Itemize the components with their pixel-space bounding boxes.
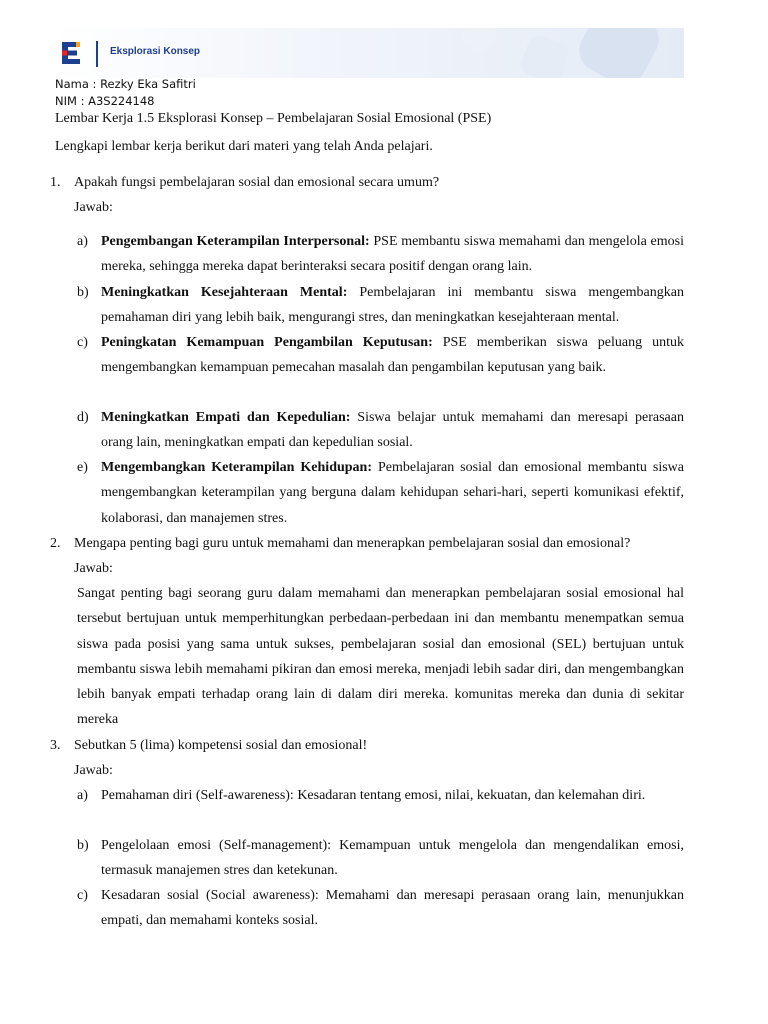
list-item-text: Pemahaman diri (Self-awareness): Kesadaran tentang emosi, nilai, kekuatan, dan kelemahan diri. [101, 788, 646, 803]
e-logo-icon [58, 38, 84, 68]
list-item-text: Mengembangkan Keterampilan Kehidupan: Pembelajaran sosial dan emosional membantu siswa mengembangkan keterampilan yang berguna dalam kehidupan sehari-hari, seperti komunikasi efektif, kolaborasi, dan manajemen stres. [101, 460, 684, 526]
instruction: Lengkapi lembar kerja berikut dari materi yang telah Anda pelajari. [55, 139, 433, 154]
question-number: 2. [50, 536, 61, 551]
answer-label: Jawab: [74, 561, 113, 576]
list-item-text: Meningkatkan Empati dan Kepedulian: Siswa belajar untuk memahami dan meresapi perasaan orang lain, meningkatkan empati dan kepedulian sosial. [101, 410, 684, 451]
list-marker: d) [77, 410, 89, 425]
list-item-text: Meningkatkan Kesejahteraan Mental: Pembelajaran ini membantu siswa mengembangkan pemahaman diri yang lebih baik, mengurangi stres, dan meningkatkan kesejahteraan mental. [101, 285, 684, 326]
item-heading: Mengembangkan Keterampilan Kehidupan: [101, 460, 373, 475]
question-text: Mengapa penting bagi guru untuk memahami dan menerapkan pembelajaran sosial dan emosional? [74, 536, 631, 551]
list-item-text: Kesadaran sosial (Social awareness): Memahami dan meresapi perasaan orang lain, menunjukkan empati, dan memahami konteks sosial. [101, 888, 684, 929]
logo-separator [96, 41, 98, 67]
answer-label: Jawab: [74, 200, 113, 215]
item-heading: Pengembangan Keterampilan Interpersonal: [101, 234, 370, 249]
answer-paragraph: Sangat penting bagi seorang guru dalam memahami dan menerapkan pembelajaran sosial emosional hal tersebut bertujuan untuk memperhitungkan perbedaan-perbedaan ini dan membantu menempatkan semua siswa pada posisi yang sama untuk sukses, pembelajaran sosial dan emosional (SEL) bertujuan untuk membantu siswa lebih memahami pikiran dan emosi mereka, menjadi lebih sadar diri, dan mengembangkan lebih banyak empati terhadap orang lain di dalam diri mereka. komunitas mereka dan dunia di sekitar mereka [77, 586, 684, 728]
list-item-text: Pengembangan Keterampilan Interpersonal: PSE membantu siswa memahami dan mengelola emosi mereka, sehingga mereka dapat berinteraksi secara positif dengan orang lain. [101, 234, 685, 275]
item-heading: Peningkatan Kemampuan Pengambilan Keputusan: [101, 335, 433, 350]
question-number: 1. [50, 175, 61, 190]
item-heading: Meningkatkan Kesejahteraan Mental: [101, 285, 348, 300]
banner-decoration [572, 28, 667, 78]
student-nim: NIM : A3S224148 [55, 94, 155, 108]
list-marker: a) [77, 788, 88, 803]
list-marker: b) [77, 285, 89, 300]
list-item-text: Peningkatan Kemampuan Pengambilan Keputusan: PSE memberikan siswa peluang untuk mengembangkan kemampuan pemecahan masalah dan pengambilan keputusan yang baik. [101, 335, 684, 376]
question-number: 3. [50, 738, 61, 753]
brand-title: Eksplorasi Konsep [110, 46, 201, 57]
page-title: Lembar Kerja 1.5 Eksplorasi Konsep – Pembelajaran Sosial Emosional (PSE) [55, 111, 492, 126]
header-banner [52, 28, 684, 78]
list-marker: c) [77, 335, 88, 350]
banner-decoration [458, 28, 500, 56]
list-marker: e) [77, 460, 88, 475]
banner-decoration [518, 32, 572, 78]
list-marker: c) [77, 888, 88, 903]
list-marker: b) [77, 838, 89, 853]
question-text: Sebutkan 5 (lima) kompetensi sosial dan emosional! [74, 738, 368, 753]
list-marker: a) [77, 234, 88, 249]
item-heading: Meningkatkan Empati dan Kepedulian: [101, 410, 351, 425]
list-item-text: Pengelolaan emosi (Self-management): Kemampuan untuk mengelola dan mengendalikan emosi, termasuk manajemen stres dan ketekunan. [101, 838, 684, 879]
question-text: Apakah fungsi pembelajaran sosial dan emosional secara umum? [74, 175, 440, 190]
answer-label: Jawab: [74, 763, 113, 778]
student-name: Nama : Rezky Eka Safitri [55, 77, 196, 91]
